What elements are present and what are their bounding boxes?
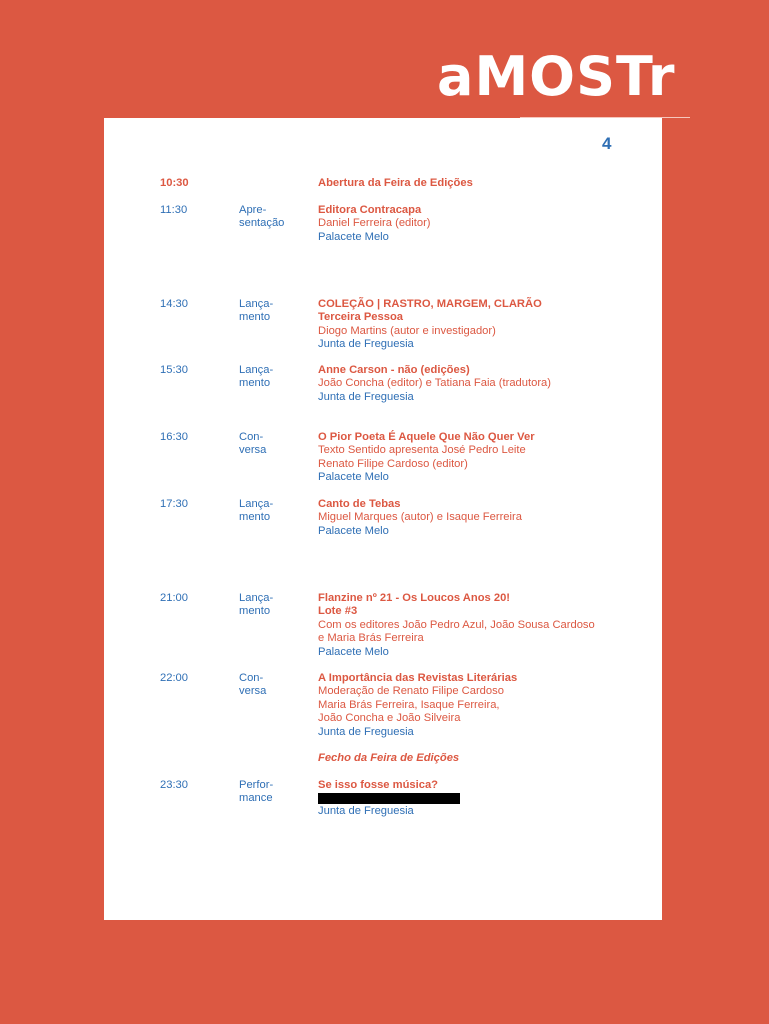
entry-venue: Junta de Freguesia <box>318 338 414 351</box>
entry-type <box>239 204 309 231</box>
entry-details <box>318 431 648 485</box>
entry-type-line: mance <box>239 792 273 805</box>
entry-type-line: mento <box>239 311 271 324</box>
entry-type-line: Lança- <box>239 364 274 376</box>
entry-people: Miguel Marques (autor) e Isaque Ferreira <box>318 511 522 524</box>
entry-type-line: Lança- <box>239 498 274 510</box>
entry-type <box>239 779 309 806</box>
entry-venue: Palacete Melo <box>318 524 389 537</box>
page-number: 4 <box>602 134 612 153</box>
entry-type <box>239 592 309 619</box>
entry-details <box>318 204 648 244</box>
entry-venue: Palacete Melo <box>318 230 389 243</box>
entry-time: 23:30 <box>160 779 188 791</box>
entry-time: 17:30 <box>160 498 188 510</box>
entry-details <box>318 752 648 765</box>
entry-type-line: Lança- <box>239 592 274 604</box>
closing-title: Fecho da Feira de Edições <box>318 752 460 764</box>
entry-type-line: Apre- <box>239 204 267 216</box>
entry-time: 16:30 <box>160 431 188 443</box>
entry-time: 10:30 <box>160 177 189 189</box>
entry-title: Canto de Tebas <box>318 498 401 510</box>
entry-type-line: Perfor- <box>239 779 274 791</box>
entry-details <box>318 364 648 404</box>
entry-type-line: mento <box>239 377 271 390</box>
entry-details <box>318 592 648 659</box>
entry-details <box>318 298 648 352</box>
entry-type-line: Con- <box>239 431 264 443</box>
entry-details <box>318 779 648 819</box>
entry-title: Flanzine nº 21 - Os Loucos Anos 20! <box>318 592 511 604</box>
entry-type-line: versa <box>239 444 267 457</box>
entry-venue: Junta de Freguesia <box>318 390 414 403</box>
entry-title: Abertura da Feira de Edições <box>318 177 473 189</box>
entry-type-line: sentação <box>239 217 285 230</box>
entry-type-line: mento <box>239 605 271 618</box>
entry-people: Daniel Ferreira (editor) <box>318 217 431 230</box>
entry-type <box>239 672 309 699</box>
entry-type <box>239 498 309 525</box>
entry-title: Anne Carson - não (edições) <box>318 364 470 376</box>
entry-people: João Concha (editor) e Tatiana Faia (tradutora) <box>318 377 551 390</box>
entry-people: Renato Filipe Cardoso (editor) <box>318 457 468 470</box>
entry-type <box>239 364 309 391</box>
entry-time: 15:30 <box>160 364 188 376</box>
entry-title: A Importância das Revistas Literárias <box>318 672 518 684</box>
entry-type <box>239 298 309 325</box>
entry-title: Se isso fosse música? <box>318 779 439 791</box>
entry-details <box>318 498 648 538</box>
entry-time: 14:30 <box>160 298 188 310</box>
entry-venue: Palacete Melo <box>318 471 389 484</box>
entry-time: 22:00 <box>160 672 188 684</box>
entry-title: Editora Contracapa <box>318 204 422 216</box>
entry-type-line: versa <box>239 685 267 698</box>
entry-type-line: mento <box>239 511 271 524</box>
entry-people: Texto Sentido apresenta José Pedro Leite <box>318 444 526 457</box>
entry-type <box>239 431 309 458</box>
entry-people: Maria Brás Ferreira, Isaque Ferreira, <box>318 698 500 711</box>
entry-subtitle: Terceira Pessoa <box>318 311 403 324</box>
redacted-bar <box>318 793 460 804</box>
entry-type-line: Lança- <box>239 298 274 310</box>
program-page <box>104 118 662 920</box>
entry-time: 21:00 <box>160 592 188 604</box>
entry-people: e Maria Brás Ferreira <box>318 632 424 645</box>
entry-type-line: Con- <box>239 672 264 684</box>
entry-venue: Junta de Freguesia <box>318 725 414 738</box>
entry-title: COLEÇÃO | RASTRO, MARGEM, CLARÃO <box>318 298 542 310</box>
entry-details <box>318 177 648 190</box>
entry-people: Com os editores João Pedro Azul, João Sousa Cardoso <box>318 618 595 631</box>
entry-subtitle: Lote #3 <box>318 605 358 618</box>
entry-people: Moderação de Renato Filipe Cardoso <box>318 685 504 698</box>
entry-people: Diogo Martins (autor e investigador) <box>318 324 496 337</box>
entry-details <box>318 672 648 739</box>
entry-venue: Junta de Freguesia <box>318 805 414 818</box>
entry-time: 11:30 <box>160 204 188 216</box>
entry-venue: Palacete Melo <box>318 645 389 658</box>
entry-title: O Pior Poeta É Aquele Que Não Quer Ver <box>318 431 535 443</box>
logo: aMOSTr <box>437 45 676 108</box>
entry-people: João Concha e João Silveira <box>318 712 461 725</box>
